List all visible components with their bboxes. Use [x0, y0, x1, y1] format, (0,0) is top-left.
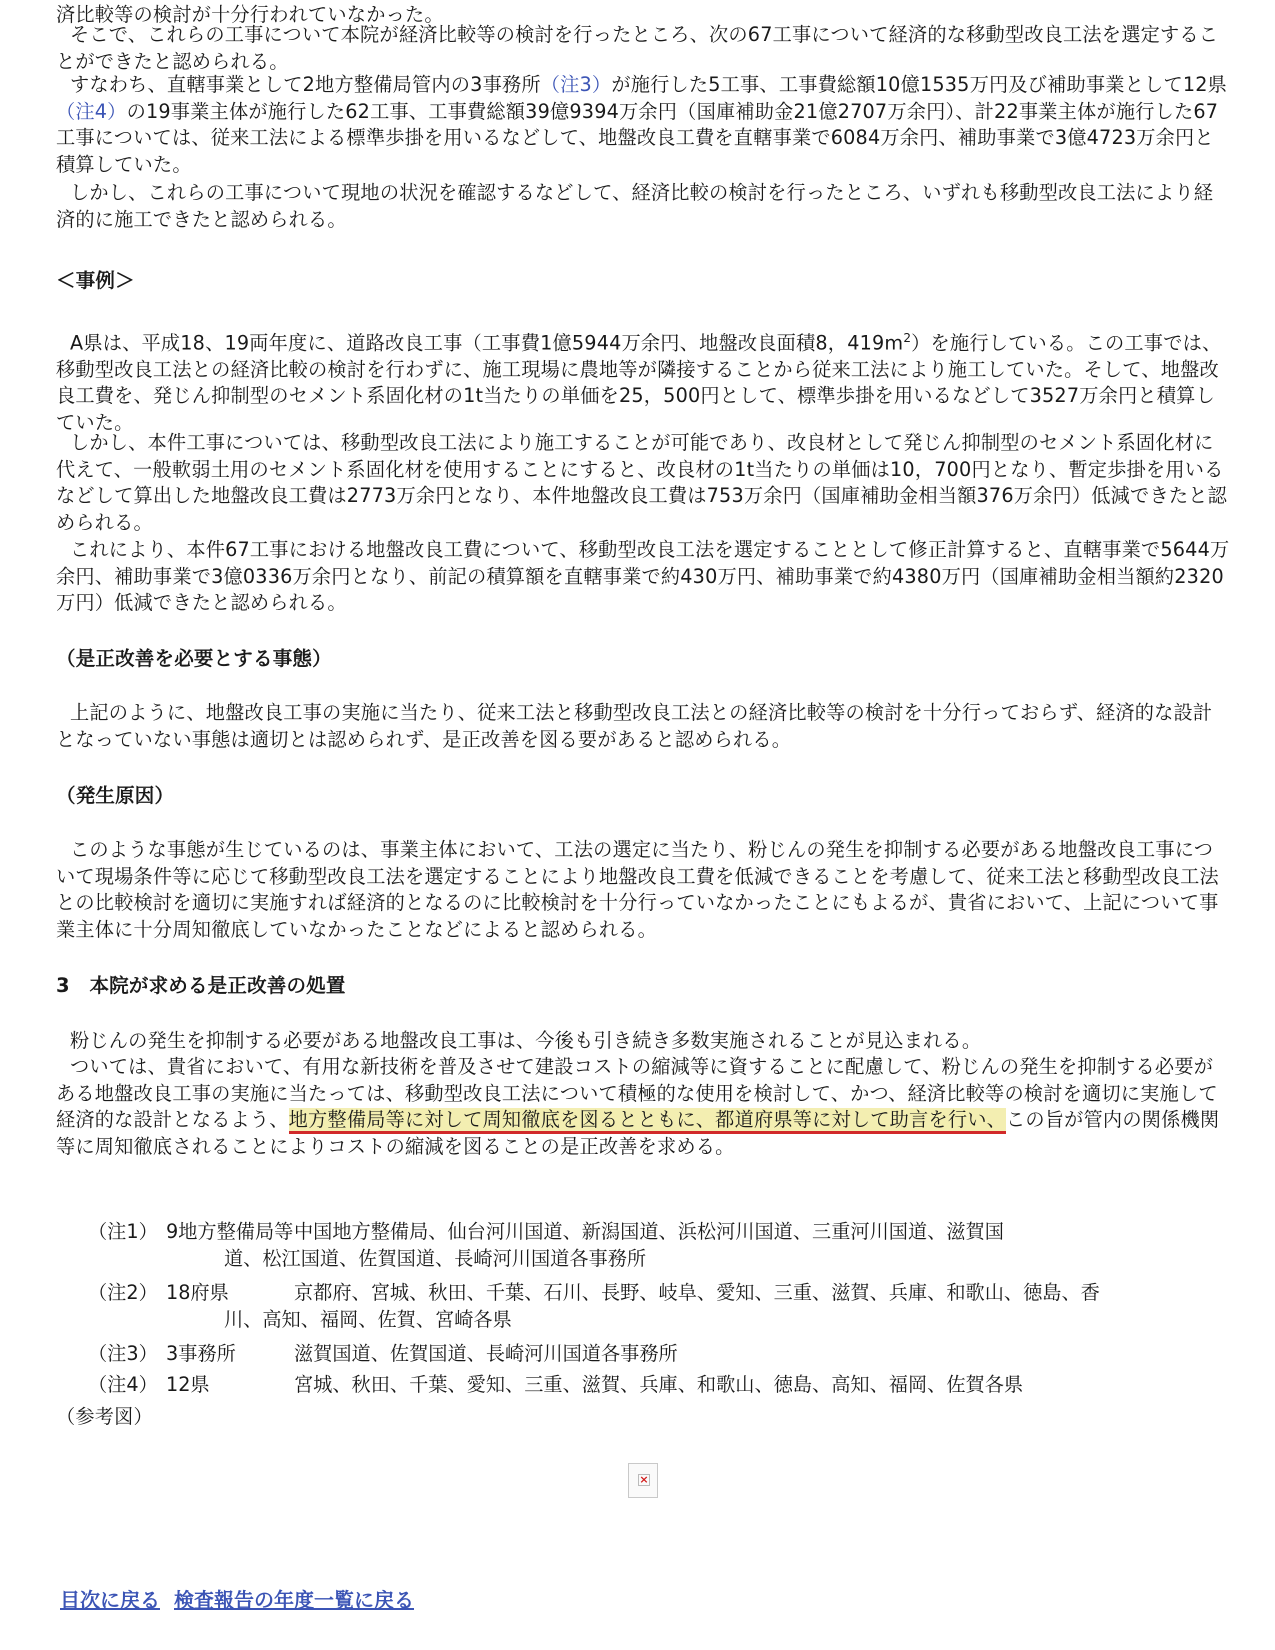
paragraph-text: 済比較等の検討が十分行われていなかった。 [56, 3, 444, 26]
note-1 [88, 1219, 1218, 1272]
note-label: （注1） [88, 1220, 158, 1243]
reference-figure-label: （参考図） [56, 1405, 153, 1428]
heading-correction-needed: （是正改善を必要とする事態） [56, 647, 332, 670]
note-title: 9地方整備局等 [166, 1220, 294, 1243]
note3-link[interactable]: （注3） [540, 73, 612, 96]
note-label: （注4） [88, 1373, 158, 1396]
paragraph-review: そこで、これらの工事について本院が経済比較等の検討を行ったところ、次の67工事について経済的な移動型改良工法を選定することができたと認められる。 [56, 23, 1219, 73]
highlighted-text: 地方整備局等に対して周知徹底を図るとともに、都道府県等に対して助言を行い、 [289, 1108, 1006, 1134]
note4-link[interactable]: （注4） [56, 99, 127, 123]
note-text: 京都府、宮城、秋田、千葉、石川、長野、岐阜、愛知、三重、滋賀、兵庫、和歌山、徳島、香 [294, 1281, 1100, 1304]
footer-nav [60, 1584, 428, 1613]
note-title: 12県 [166, 1373, 210, 1396]
paragraph-text: ）を施行している。この工事では、移動型改良工法との経済比較の検討を行わずに、施工現場に農地等が隣接することから従来工法により施工していた。そして、地盤改良工費を、発じん抑制型のセメント系固化材の1t当たりの単価を25，500円として、標準歩掛を用いるなどして3527万余円と積算していた。 [56, 331, 1222, 434]
superscript: 2 [903, 331, 912, 345]
paragraph-text: の19事業主体が施行した62工事、工事費総額39億9394万余円（国庫補助金21億2707万余円）、計22事業主体が施行した67工事については、従来工法による標準歩掛を用いるなどして、地盤改良工費を直轄事業で6084万余円、補助事業で3億4723万余円と積算していた。 [56, 99, 1219, 176]
note-label: （注2） [88, 1281, 158, 1304]
case-paragraph-2: しかし、本件工事については、移動型改良工法により施工することが可能であり、改良材として発じん抑制型のセメント系固化材に代えて、一般軟弱土用のセメント系固化材を使用することにすると、改良材の1t当たりの単価は10，700円となり、暫定歩掛を用いるなどして算出した地盤改良工費は2773万余円となり、本件地盤改良工費は753万余円（国庫補助金相当額376万余円）低減できたと認められる。 [56, 431, 1227, 534]
note-4 [88, 1372, 1218, 1399]
close-icon: × [639, 1473, 649, 1486]
toc-link[interactable]: 目次に戻る [60, 1588, 160, 1612]
heading-cause: （発生原因） [56, 784, 175, 807]
note-text: 滋賀国道、佐賀国道、長崎河川国道各事務所 [294, 1342, 678, 1365]
paragraph-text: すなわち、直轄事業として2地方整備局管内の3事務所 [70, 73, 541, 96]
paragraph-cause: このような事態が生じているのは、事業主体において、工法の選定に当たり、粉じんの発生を抑制する必要がある地盤改良工事について現場条件等に応じて移動型改良工法を選定することにより地盤改良工費を低減できることを考慮して、従来工法と移動型改良工法との比較検討を適切に実施すれば経済的となるのに比較検討を十分行っていなかったことにもよるが、貴省において、上記について事業主体に十分周知徹底していなかったことなどによると認められる。 [56, 838, 1219, 941]
paragraph-details [56, 72, 1231, 178]
case-heading: ＜事例＞ [56, 269, 135, 292]
case-paragraph-3: これにより、本件67工事における地盤改良工費について、移動型改良工法を選定することとして修正計算すると、直轄事業で5644万余円、補助事業で3億0336万余円となり、前記の積算額を直轄事業で約430万円、補助事業で約4380万円（国庫補助金相当額約2320万円）低減できたと認められる。 [56, 538, 1230, 614]
note-2 [88, 1280, 1218, 1333]
heading-section-3: 3 本院が求める是正改善の処置 [56, 974, 346, 997]
broken-image-icon [628, 1463, 658, 1498]
note-text: 道、松江国道、佐賀国道、長崎河川国道各事務所 [224, 1246, 647, 1270]
note-text: 中国地方整備局、仙台河川国道、新潟国道、浜松河川国道、三重河川国道、滋賀国 [294, 1220, 1004, 1243]
year-list-link[interactable]: 検査報告の年度一覧に戻る [174, 1588, 414, 1612]
note-label: （注3） [88, 1342, 158, 1365]
case-paragraph-1 [56, 325, 1231, 436]
paragraph-text: が施行した5工事、工事費総額10億1535万円及び補助事業として12県 [611, 73, 1228, 96]
paragraph-measure-2 [56, 1054, 1231, 1160]
note-title: 3事務所 [166, 1342, 236, 1365]
note-3 [88, 1341, 1218, 1368]
note-title: 18府県 [166, 1281, 229, 1304]
paragraph-text: この旨が管内の関係機関等に周知徹底されることによりコストの縮減を図ることの是正改善を求める。 [56, 1108, 1220, 1158]
paragraph-measure-1: 粉じんの発生を抑制する必要がある地盤改良工事は、今後も引き続き多数実施されることが見込まれる。 [70, 1029, 982, 1052]
note-text: 川、高知、福岡、佐賀、宮崎各県 [224, 1307, 512, 1331]
paragraph-text: A県は、平成18、19両年度に、道路改良工事（工事費1億5944万余円、地盤改良面積8，419m [70, 331, 904, 355]
paragraph-correction: 上記のように、地盤改良工事の実施に当たり、従来工法と移動型改良工法との経済比較等の検討を十分行っておらず、経済的な設計となっていない事態は適切とは認められず、是正改善を図る要があると認められる。 [56, 701, 1213, 751]
paragraph-text: ついては、貴省において、有用な新技術を普及させて建設コストの縮減等に資することに配慮して、粉じんの発生を抑制する必要がある地盤改良工事の実施に当たっては、移動型改良工法について積極的な使用を検討して、かつ、経済比較等の検討を適切に実施して経済的な設計となるよう、 [56, 1055, 1218, 1131]
paragraph-conclusion: しかし、これらの工事について現地の状況を確認するなどして、経済比較の検討を行ったところ、いずれも移動型改良工法により経済的に施工できたと認められる。 [56, 181, 1214, 231]
note-text: 宮城、秋田、千葉、愛知、三重、滋賀、兵庫、和歌山、徳島、高知、福岡、佐賀各県 [294, 1373, 1024, 1396]
